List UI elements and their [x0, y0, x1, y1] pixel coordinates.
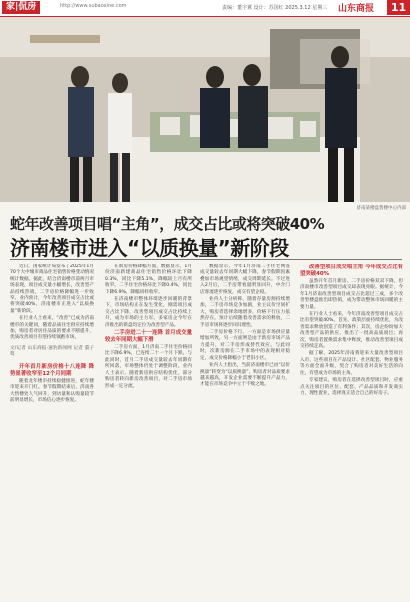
- paragraph: 随着龙年楼市持续稳健推进，蛇年楼市迎来开门红。春节假期结束后，济南各大售楼处人气回升，到访量和认购量较节前明显增长，市场信心逐步恢复。: [10, 378, 94, 403]
- paragraph: 业内人士分析称，随着存量房源持续增加，二手房市场竞争加剧，业主议价空间扩大，购房者选择余地增多，价格下行压力依然存在。预计后续随着改善需求的释放，二手房市场将逐步回归理性。: [200, 297, 290, 328]
- photo-caption: 济南某楼盘售楼中心内部: [356, 206, 406, 211]
- byline: 文/记者 山东商报·速豹新闻网 记者 董子骜: [10, 345, 94, 358]
- masthead: [0, 0, 410, 17]
- paragraph: 在行业人士看来，今年济南改善型项目成交占比有望突破40%。首先，政策层面持续优化，为改善需求释放创造了有利条件；其次，房企纷纷加大改善型产品的供应，推出了一批高品质项目；再次，购房者置换需求集中释放，推动改善型项目成交持续走高。: [300, 312, 403, 350]
- sales-center-photo-illustration: [0, 17, 410, 202]
- website-url: http://www.subaoxine.com: [60, 3, 127, 9]
- paper-name: 山东商报: [338, 4, 375, 14]
- paragraph: 据了解，2025年济南将迎来大量改善型项目入市，这些项目在产品设计、社区配套、物业服务等方面全面升级，契合了购房者对美好生活的向往，有望成为市场的主角。: [300, 351, 403, 376]
- article-column-2: [105, 264, 192, 600]
- paragraph: 在行业人士看来，“改善”已成为济南楼市的关键词，随着品质住宅供应持续增加，购房者对居住品质的要求不断提升，优质改善项目有望持续领跑市场。: [10, 316, 94, 341]
- article-column-3: [200, 264, 290, 600]
- subheading: 二手房进二十一连降 首月成交量较去年同期大幅下滑: [105, 330, 192, 344]
- paragraph: 业内人士指出，当前济南楼市已由“以价换量”转变为“以质换量”，购房者对品质要求越来越高，开发企业需要不断提升产品力，才能在市场竞争中立于不败之地。: [200, 363, 290, 388]
- section-tag: 家|侃房: [2, 1, 40, 14]
- paragraph: 二手房价格下行，一方面是市场供应量增加所致，另一方面则是由于新房市场产品力提升，对二手房形成替代效应。与此同时，次新房源在二手市场中的表现相对稳定，成交价格降幅小于老旧小区。: [200, 330, 290, 361]
- article-column-4: [300, 264, 403, 600]
- page-number: 11: [387, 0, 410, 15]
- paragraph: 在新房价格降幅方面，数据显示，1月份济南新建商品住宅销售价格环比下降0.3%，同比下降5.1%，降幅较上月有所收窄。二手住宅价格环比下降0.4%，同比下降6.9%，降幅同样收窄。: [105, 264, 192, 295]
- headline-main: 济南楼市进入“以质换量”新阶段: [10, 236, 289, 260]
- edition-meta: 责编：董宇翼 设计：苏国红 2025.3.12 星期三: [222, 5, 328, 11]
- subheading: 开年首月新房价格十八连降 降势显著收窄至12个月同期: [10, 363, 94, 377]
- article-photo: [0, 17, 410, 202]
- paragraph: 虽然开年首月新房、二手房价格双双下降，但济南楼市改善型项目成交却表现亮眼。据统计，今年1月济南改善型项目成交占比超过三成，多个改善型楼盘推出即热销，成为带动整体市场回暖的主要力量。: [300, 279, 403, 310]
- paragraph: 在济南楼市整体环境逐步回暖的背景下，市场结构正在发生变化，刚需项目成交占比下降，改善型项目成交占比持续上升，成为市场的主力军。多家房企今年在济推出的新盘均定位为改善型产品。: [105, 297, 192, 328]
- article-column-1: [10, 264, 94, 600]
- paragraph: 二手房方面，1月济南二手住宅价格同比下降6.9%，已连续二十一个月下跌。与此同时，首月二手房成交量较去年同期有所回落，市场整体仍处于调整阶段。业内人士表示，随着新房供应结构优化，部分购房者转向新房改善项目，对二手房市场形成一定分流。: [105, 345, 192, 389]
- paragraph: 专家建议，购房者在选择改善型项目时，应重点关注项目的区位、配套、产品品质和开发商实力，理性置业，选择真正适合自己的好房子。: [300, 378, 403, 396]
- paragraph: 数据显示，今年1月济南二手住宅网签成交量较去年同期大幅下降，春节假期因素叠加市场观望情绪，成交周期延长。不过进入2月后，二手房带看量明显回升，中介门店客流逐步恢复，成交有望企稳。: [200, 264, 290, 295]
- subheading: 改善型项目成交唱主角 今年成交占比有望突破40%: [300, 264, 403, 277]
- headline-divider: [10, 259, 402, 260]
- paragraph: 近日，国家统计局发布了2025年1月70个大中城市商品住宅销售价格变动情况统计数据。据此，结合济南楼市前两月市场表现，项目成交量小幅增长，改善型产品持续热销，二手房价格降幅进一步收窄。业内预计，今年改善项目成交占比或将突破40%，济南楼市正进入“以质换量”新阶段。: [10, 264, 94, 314]
- headline-kicker: 蛇年改善项目唱“主角”，成交占比或将突破40%: [10, 215, 325, 233]
